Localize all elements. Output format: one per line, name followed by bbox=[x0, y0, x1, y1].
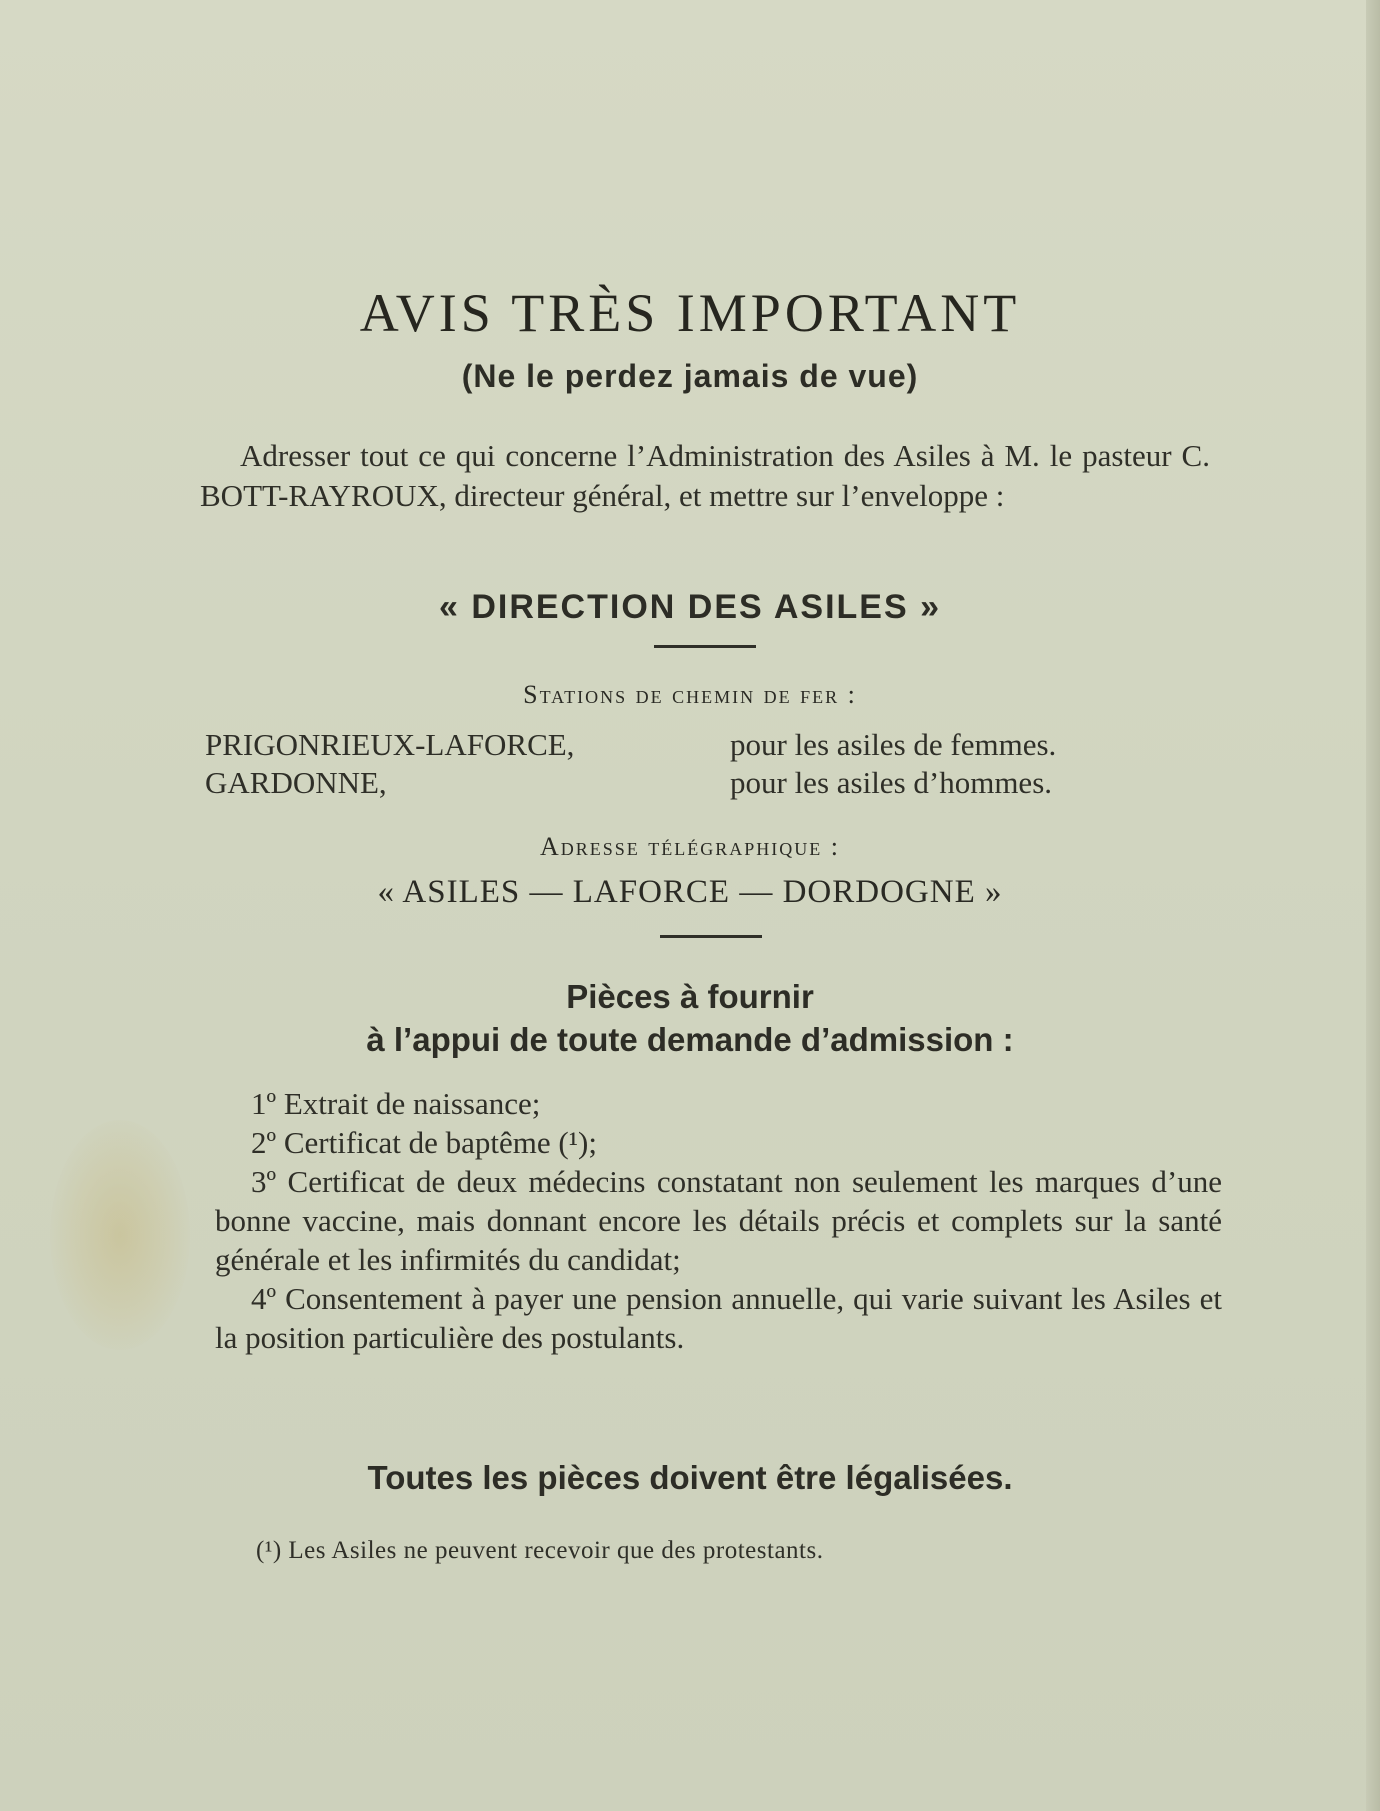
list-item: 1º Extrait de naissance; bbox=[251, 1086, 541, 1121]
telegraph-label: Adresse télégraphique : bbox=[540, 832, 840, 861]
page-title: AVIS TRÈS IMPORTANT bbox=[359, 283, 1021, 343]
pieces-heading: Pièces à fournir bbox=[566, 978, 814, 1015]
intro-text: Adresser tout ce qui concerne l’Administration des Asiles à M. le pasteur C. BOTT-RAYROUX, directeur général, et mettre sur l’enveloppe : bbox=[200, 438, 1210, 513]
list-item: 4º Consentement à payer une pension annuelle, qui varie suivant les Asiles et la position particulière des postulants. bbox=[215, 1281, 1222, 1355]
station-purpose: pour les asiles d’hommes. bbox=[730, 765, 1053, 800]
intro-paragraph bbox=[200, 436, 1210, 516]
station-place: GARDONNE, bbox=[205, 765, 387, 800]
footnote: (¹) Les Asiles ne peuvent recevoir que des protestants. bbox=[256, 1537, 824, 1564]
station-purpose: pour les asiles de femmes. bbox=[730, 727, 1057, 762]
telegraph-address: « ASILES — LAFORCE — DORDOGNE » bbox=[377, 874, 1003, 910]
divider-rule bbox=[654, 645, 756, 648]
stations-label: Stations de chemin de fer : bbox=[523, 680, 857, 709]
divider-rule bbox=[660, 935, 762, 938]
required-documents-list bbox=[215, 1084, 1222, 1357]
list-item: 3º Certificat de deux médecins constatant non seulement les marques d’une bonne vaccine, mais donnant encore les détails précis et complets sur la santé générale et les infirmités du candidat; bbox=[215, 1164, 1222, 1277]
station-place: PRIGONRIEUX-LAFORCE, bbox=[205, 727, 575, 762]
legalisation-note: Toutes les pièces doivent être légalisées. bbox=[367, 1459, 1013, 1496]
page-subtitle: (Ne le perdez jamais de vue) bbox=[461, 358, 919, 394]
direction-heading: « DIRECTION DES ASILES » bbox=[438, 588, 942, 626]
pieces-subheading: à l’appui de toute demande d’admission : bbox=[366, 1021, 1014, 1058]
list-item: 2º Certificat de baptême (¹); bbox=[251, 1125, 597, 1160]
paper-stain bbox=[50, 1120, 190, 1350]
